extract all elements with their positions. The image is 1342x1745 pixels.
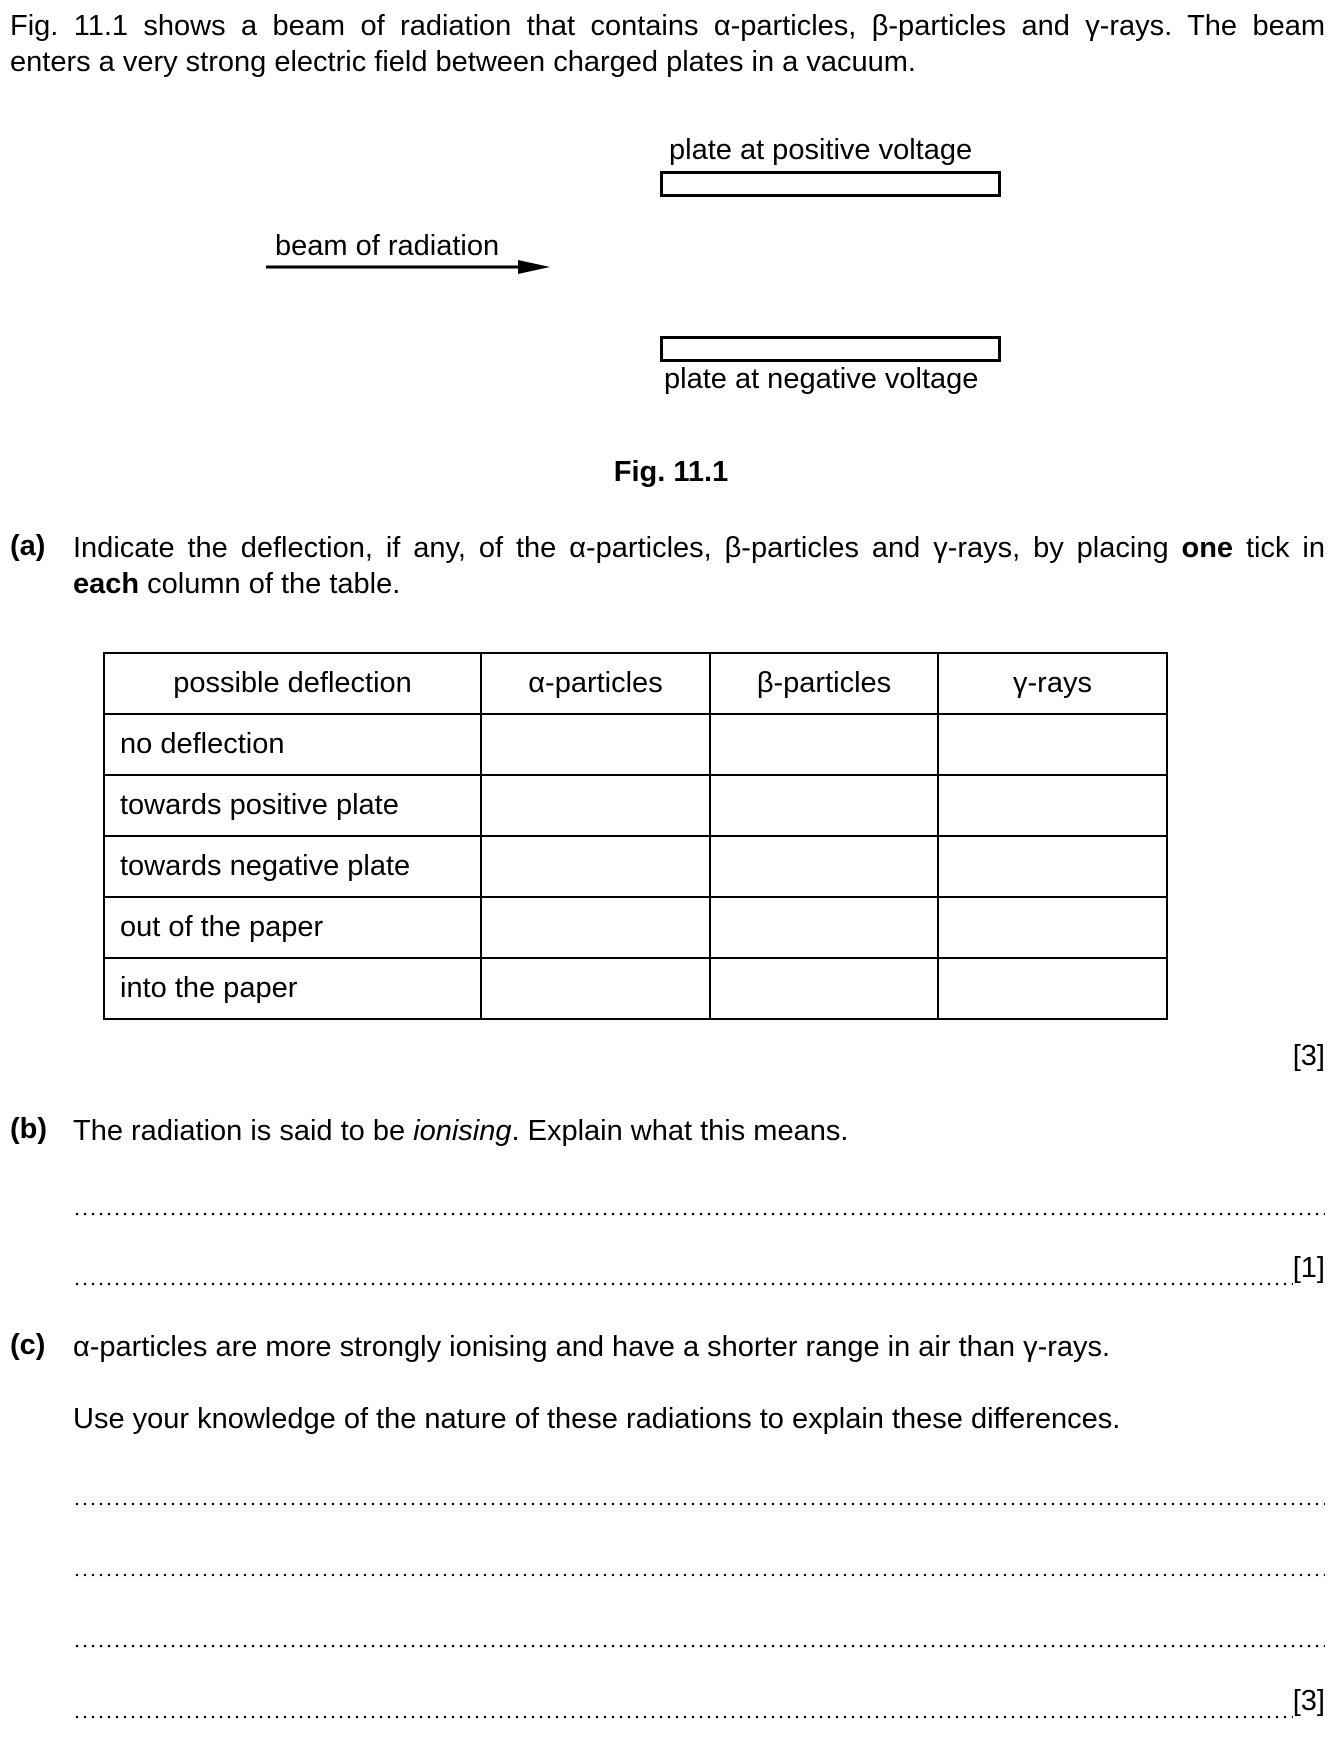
part-b-text-1: The radiation is said to be <box>73 1115 414 1147</box>
part-b-marks: [1] <box>1292 1252 1325 1284</box>
negative-plate-label: plate at negative voltage <box>664 363 979 395</box>
table-row <box>104 836 1167 897</box>
tick-cell-alpha[interactable] <box>481 714 710 775</box>
part-a-marks: [3] <box>1292 1040 1325 1072</box>
answer-line-c-2[interactable] <box>73 1541 1325 1577</box>
beam-label: beam of radiation <box>275 230 500 262</box>
intro-line-2: enters a very strong electric field between charged plates in a vacuum. <box>10 46 916 78</box>
answer-line-b-2[interactable] <box>73 1250 1325 1286</box>
positive-plate-label: plate at positive voltage <box>669 134 973 166</box>
answer-line-c-1[interactable] <box>73 1470 1325 1506</box>
header-beta-particles: β-particles <box>710 653 938 714</box>
part-b-italic-ionising: ionising <box>413 1115 512 1147</box>
tick-cell-beta[interactable] <box>710 714 938 775</box>
tick-cell-gamma[interactable] <box>938 836 1167 897</box>
deflection-table <box>103 652 1168 1020</box>
tick-cell-alpha[interactable] <box>481 897 710 958</box>
header-gamma-rays: γ-rays <box>938 653 1167 714</box>
positive-plate <box>660 171 1001 197</box>
part-c-question-1: α-particles are more strongly ionising and have a shorter range in air than γ-rays. <box>73 1331 1111 1363</box>
tick-cell-beta[interactable] <box>710 897 938 958</box>
row-label-out-of-paper: out of the paper <box>104 897 481 958</box>
table-row <box>104 714 1167 775</box>
header-alpha-particles: α-particles <box>481 653 710 714</box>
negative-plate <box>660 336 1001 362</box>
part-b-text-2: . Explain what this means. <box>511 1115 849 1147</box>
row-label-into-paper: into the paper <box>104 958 481 1019</box>
part-c-marks: [3] <box>1292 1685 1325 1717</box>
tick-cell-gamma[interactable] <box>938 897 1167 958</box>
part-a-letter: (a) <box>10 530 46 562</box>
table-header-row <box>104 653 1167 714</box>
part-a-text-3: column of the table. <box>139 568 401 600</box>
row-label-towards-negative: towards negative plate <box>104 836 481 897</box>
row-label-no-deflection: no deflection <box>104 714 481 775</box>
part-a-text-1: Indicate the deflection, if any, of the α-particles, β-particles and γ-rays, by placing <box>73 532 1182 564</box>
part-b-question <box>73 1113 1325 1149</box>
part-a-bold-each: each <box>73 568 140 600</box>
beam-arrow-icon <box>264 255 554 279</box>
tick-cell-alpha[interactable] <box>481 775 710 836</box>
tick-cell-beta[interactable] <box>710 836 938 897</box>
table-row <box>104 897 1167 958</box>
tick-cell-gamma[interactable] <box>938 714 1167 775</box>
answer-line-c-3[interactable] <box>73 1612 1325 1648</box>
row-label-towards-positive: towards positive plate <box>104 775 481 836</box>
part-c-question-2: Use your knowledge of the nature of these radiations to explain these differences. <box>73 1403 1121 1435</box>
figure-caption: Fig. 11.1 <box>613 456 729 488</box>
tick-cell-alpha[interactable] <box>481 836 710 897</box>
header-possible-deflection: possible deflection <box>104 653 481 714</box>
part-a-question <box>73 530 1325 602</box>
tick-cell-gamma[interactable] <box>938 775 1167 836</box>
part-a-line-2 <box>73 566 1325 602</box>
part-a-bold-one: one <box>1181 532 1234 564</box>
answer-line-c-4[interactable] <box>73 1683 1325 1719</box>
part-a-text-2: tick in <box>1233 532 1325 564</box>
tick-cell-alpha[interactable] <box>481 958 710 1019</box>
part-b-letter: (b) <box>10 1113 48 1145</box>
tick-cell-gamma[interactable] <box>938 958 1167 1019</box>
table-row <box>104 775 1167 836</box>
tick-cell-beta[interactable] <box>710 775 938 836</box>
intro-line-1: Fig. 11.1 shows a beam of radiation that contains α-particles, β-particles and γ-rays. The beam <box>10 10 1325 42</box>
part-c-letter: (c) <box>10 1329 46 1361</box>
answer-line-b-1[interactable] <box>73 1180 1325 1216</box>
part-a-line-1 <box>73 530 1325 566</box>
table-row <box>104 958 1167 1019</box>
tick-cell-beta[interactable] <box>710 958 938 1019</box>
